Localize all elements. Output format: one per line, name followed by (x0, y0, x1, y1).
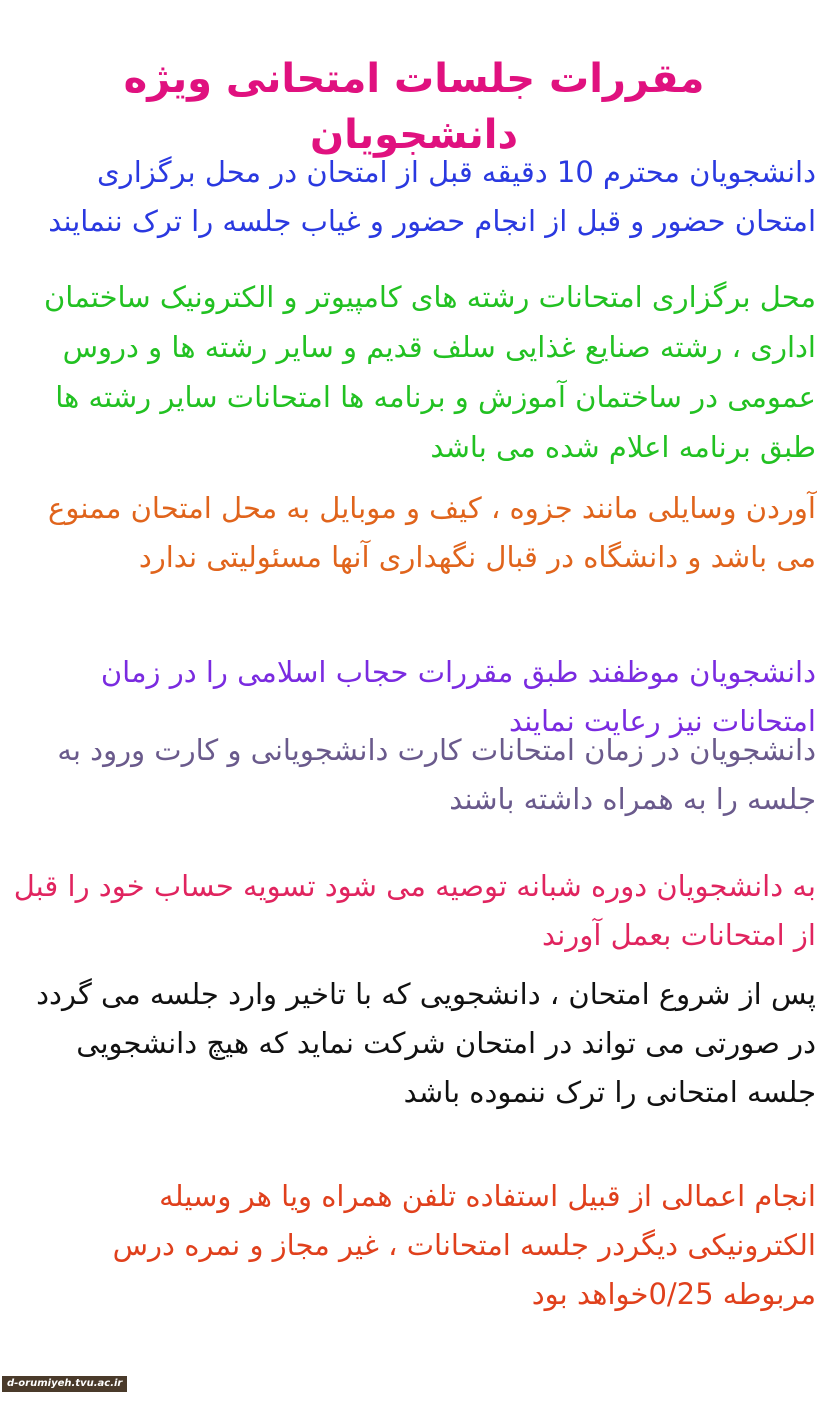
rule-late-arrival: پس از شروع امتحان ، دانشجویی که با تاخیر وارد جلسه می گردد در صورتی می تواند در امتحان شرکت نماید که هیچ دانشجویی جلسه امتحانی را ترک ننموده باشد (36, 977, 816, 1109)
rule-evening-settlement: به دانشجویان دوره شبانه توصیه می شود تسویه حساب خود را قبل از امتحانات بعمل آورند (13, 869, 816, 952)
rule-student-card: دانشجویان در زمان امتحانات کارت دانشجویانی و کارت ورود به جلسه را به همراه داشته باشند (57, 733, 816, 816)
rule-mobile-phone: انجام اعمالی از قبیل استفاده تلفن همراه ویا هر وسیله الکترونیکی دیگردر جلسه امتحانات ، غیر مجاز و نمره درس مربوطه 0/25خواهد بود (112, 1179, 816, 1311)
rule-arrival-time: دانشجویان محترم 10 دقیقه قبل از امتحان در محل برگزاری امتحان حضور و قبل از انجام حضور و غیاب جلسه را ترک ننمایند (48, 155, 816, 238)
page-title: مقررات جلسات امتحانی ویژه دانشجویان (123, 55, 705, 158)
site-watermark: d-orumiyeh.tvu.ac.ir (2, 1376, 127, 1392)
rule-exam-locations: محل برگزاری امتحانات رشته های کامپیوتر و الکترونیک ساختمان اداری ، رشته صنایع غذایی سلف قدیم و سایر رشته ها و دروس عمومی در ساختمان آموزش و برنامه ها امتحانات سایر رشته ها طبق برنامه اعلام شده می باشد (43, 280, 816, 464)
rule-prohibited-items: آوردن وسایلی مانند جزوه ، کیف و موبایل به محل امتحان ممنوع می باشد و دانشگاه در قبال نگهداری آنها مسئولیتی ندارد (48, 491, 816, 574)
rule-hijab: دانشجویان موظفند طبق مقررات حجاب اسلامی را در زمان امتحانات نیز رعایت نمایند (100, 655, 816, 738)
